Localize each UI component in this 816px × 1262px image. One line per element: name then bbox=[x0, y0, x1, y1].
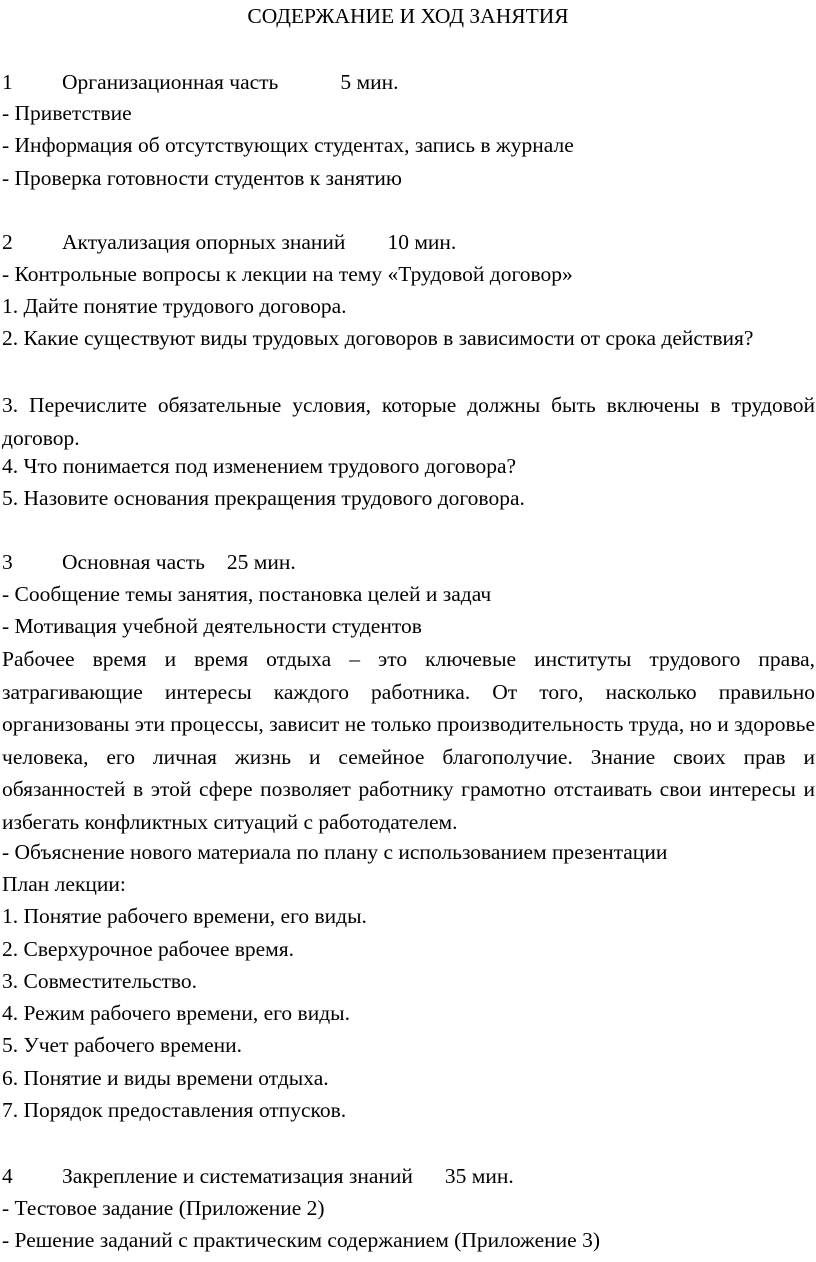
section-time: 25 мин. bbox=[226, 550, 296, 574]
list-item: - Объяснение нового материала по плану с использованием презентации bbox=[2, 840, 668, 864]
body-paragraph: Рабочее время и время отдыха – это ключевые институты трудового права, затрагивающие интересы каждого работника. От того, насколько правильно организованы эти процессы, зависит не только производительность труда, но и здоровье человека, его личная жизнь и семейное благополучие. Знание своих прав и обязанностей в этой сфере позволяет работнику грамотно отстаивать свои интересы и избегать конфликтных ситуаций с работодателем. bbox=[2, 647, 815, 834]
list-item: 3. Перечислите обязательные условия, которые должны быть включены в трудовой договор. bbox=[2, 393, 815, 450]
list-item: - Информация об отсутствующих студентах, запись в журнале bbox=[2, 133, 574, 157]
section-number: 3 bbox=[2, 550, 13, 574]
list-item: 4. Режим рабочего времени, его виды. bbox=[2, 1001, 350, 1025]
section-title: Закрепление и систематизация знаний bbox=[62, 1164, 413, 1188]
section-number: 2 bbox=[2, 230, 13, 254]
section-heading bbox=[62, 228, 456, 256]
section-time: 10 мин. bbox=[387, 230, 457, 254]
list-item: 1. Понятие рабочего времени, его виды. bbox=[2, 904, 367, 928]
section-number: 4 bbox=[2, 1164, 13, 1188]
list-item: - Приветствие bbox=[2, 101, 132, 125]
list-item: 7. Порядок предоставления отпусков. bbox=[2, 1098, 347, 1122]
page-title: СОДЕРЖАНИЕ И ХОД ЗАНЯТИЯ bbox=[247, 4, 569, 28]
section-title: Организационная часть bbox=[62, 70, 279, 94]
list-item: 5. Учет рабочего времени. bbox=[2, 1033, 243, 1057]
list-item: 2. Сверхурочное рабочее время. bbox=[2, 937, 295, 961]
list-item: 1. Дайте понятие трудового договора. bbox=[2, 294, 347, 318]
list-item: - Решение заданий с практическим содержанием (Приложение 3) bbox=[2, 1228, 601, 1252]
list-item: - Мотивация учебной деятельности студентов bbox=[2, 614, 422, 638]
list-item: 5. Назовите основания прекращения трудового договора. bbox=[2, 486, 525, 510]
section-title: Основная часть bbox=[62, 550, 205, 574]
list-item: - Сообщение темы занятия, постановка целей и задач bbox=[2, 582, 492, 606]
list-item: - Тестовое задание (Приложение 2) bbox=[2, 1196, 325, 1220]
list-item: План лекции: bbox=[2, 872, 126, 896]
list-item: 2. Какие существуют виды трудовых договоров в зависимости от срока действия? bbox=[2, 326, 754, 350]
section-title: Актуализация опорных знаний bbox=[62, 230, 346, 254]
list-item: 4. Что понимается под изменением трудового договора? bbox=[2, 454, 517, 478]
section-time: 5 мин. bbox=[340, 70, 399, 94]
section-heading bbox=[62, 68, 399, 96]
list-item: 6. Понятие и виды времени отдыха. bbox=[2, 1066, 329, 1090]
list-item: - Контрольные вопросы к лекции на тему «Трудовой договор» bbox=[2, 262, 573, 286]
list-item: 3. Совместительство. bbox=[2, 969, 198, 993]
section-heading bbox=[62, 548, 296, 576]
section-number: 1 bbox=[2, 70, 13, 94]
list-item: - Проверка готовности студентов к занятию bbox=[2, 166, 402, 190]
section-heading bbox=[62, 1162, 514, 1190]
section-time: 35 мин. bbox=[444, 1164, 514, 1188]
